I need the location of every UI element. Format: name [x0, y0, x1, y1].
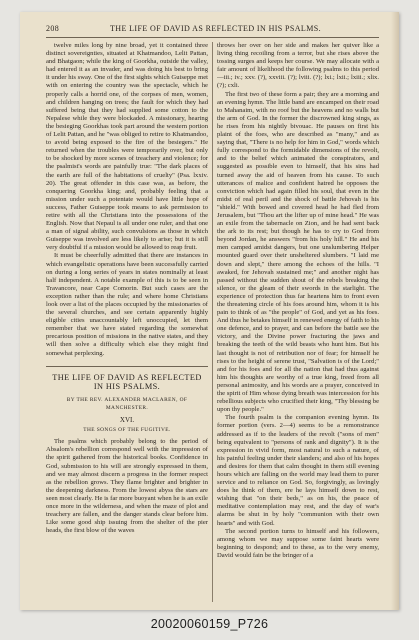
left-column [46, 42, 208, 602]
paragraph: The psalms which probably belong to the period of Absalom's rebellion correspond well with the impression of the spirit gathered from the historical books. Confidence in God, submission to his will are strongly expressed in them, and we may almost discern a progress in the former respect as the rebellion grows. They flame brighter and brighter in the deepening darkness. From the lowest abyss the stars are seen most clearly. He is far more buoyant when he is an exile once more in the wilderness, and when the maze of plot and treachery are fallen, and the danger stands clear before him. Like some good ship issuing from the shelter of the pier heads, the first blow of the waves [46, 438, 208, 535]
article-title: THE LIFE OF DAVID AS REFLECTED IN HIS PSALMS. [52, 372, 202, 392]
article-byline: BY THE REV. ALEXANDER MACLAREN, OF MANCHESTER. [66, 396, 188, 411]
page-header [46, 22, 379, 36]
paragraph: throws her over on her side and makes her quiver like a living thing recoiling from a terror, but she rises above the tossing surges and keeps her course. We may allocate with a fair amount of likelihood the following psalms to this period—iii.; iv.; xxv. (?), xxviii. (?); lviii. (?); lxi.; lxii.; lxiii.; xlix. (?); cxli. [217, 42, 379, 90]
running-title: THE LIFE OF DAVID AS REFLECTED IN HIS PSALMS. [110, 24, 321, 33]
book-page [20, 12, 399, 610]
paragraph: It must be cheerfully admitted that there are instances in which evangelistic operations have been successfully carried on during a long series of years in states nominally at least half independent. A notable example of this is to be seen in Travancore, near Cape Comorin. But such cases are the exception rather than the rule; and where home Christians look over a list of the places occupied by the missionaries of the several churches, and see certain apparently highly eligible cities unaccountably left unoccupied, let them remember that we have stated regarding the somewhat precarious position of missions in the native states, and they will then solve a difficulty which else they might find somewhat perplexing. [46, 252, 208, 357]
header-rule [46, 37, 379, 38]
column-rule [212, 42, 213, 602]
paragraph: The first two of these form a pair; they are a morning and an evening hymn. The little band are encamped on their road to Mahanaim, with no roof but the heavens and no walls but the arm of God. In the former the discrowned king sings, as he rises from his nightly bivouac. He pauses on first his plaint of the foes, who are described as "many," and as saying that, "There is no help for him in God," words which fully correspond to the formidable dimensions of the revolt, and to the belief which animated the conspirators, and suggested as possible even to himself, that his sins had turned away the aid of heaven from his cause. To such utterances of malice and confident hatred he opposes the conviction which had again filled his soul, that even in the midst of real peril and the shock of battle Jehovah is his "shield." With bowed and covered head he had fled from Jerusalem, but "Thou art the lifter up of mine head." He was an exile from the tabernacle on Zion, and he had sent back the ark to its rest; but though he has to cry to God from beyond Jordan, he answers "from his holy hill." He and his men camped amidst dangers, but one unslumbering Helper mounted guard over their unsheltered slumbers. "I laid me down and slept," there among the echoes of the hills. "I awaked, for Jehovah sustained me;" and another night has passed without the sudden shout of the rebels breaking the silence, or the gleam of their swords in the starlight. The experience of protection thus far heartens him to front even the threatening circle of his foes around him, whom it is his pain to think of as "the people" of God, and yet as his foes. And thus he betakes himself in renewed energy of faith to his one defence, and to prayer, and can before the battle see the victory, and the Divine power fracturing the jaws and breaking the teeth of the wild beasts who hunt him. But his last thought is not of retribution nor of fear; for himself he rises to the height of serene trust, "Salvation is of the Lord;" and for his foes and for all the nation that had thus against him his thoughts are worthy of a true king, freed from all personal animosity, and his words are a prayer, conceived in the spirit of Him whose dying breath was intercession for his rebellious subjects who crucified their king, "Thy blessing be upon thy people." [217, 90, 379, 414]
section-title: THE SONGS OF THE FUGITIVE. [83, 427, 171, 434]
section-number: XVI. [119, 416, 135, 425]
paragraph: The fourth psalm is the companion evening hymn. Its former portion (vers. 2—4) seems to be a remonstrance addressed as if to the leaders of the revolt ("sons of men" being equivalent to "persons of rank and dignity"). It is the expression in vivid form, most natural to such a nature, of his painful feeling under their slanders; and also of his hopes and desires for them that calm thought in them still evening hours which are falling on the world may lead them to purer service and to reliance on God. So, forgivingly, as lovingly does he think of them, ere he lays himself down to rest, wishing that "on their beds," as on his, the peace of meditative contemplation may rest, and the day of war's alarms be shut in by holy "communion with their own hearts" and with God. [217, 414, 379, 527]
paragraph: twelve miles long by nine broad, yet it contained three distinct sovereignties, situated at Khatmandoo, Lelit Pattan, and Bhatgaon; while the king of Goorkha, outside the valley, had entered it as an invader, and was doing his best to bring it under his sway. One of the first sights which Guiseppe met with on entering the country was the spectacle, which he properly calls a horrid one, of the corpses of men, women, and children hanging on trees; the fault for which they had suffered being that they had supplied some cotton to the Nepalese while they were blockaded. A missionary, hearing the besieging Goorkhas took part around the western portion of Lelit Pattan, and he "was obliged to retire to Khatmandoo, to avoid being exposed to the fire of the besiegers." He returned when the troubles were temporarily over, but only to be shocked by more scenes of treachery and violence; for the psalmist's words are painfully true: "The dark places of the earth are full of the habitations of cruelty" (Psa. lxxiv. 20). The great offender in this case was, as before, the conquering Goorkha king; and, probably feeling that a mission under such a potentate would have little hope of success, Father Guiseppe took means to ask permission to retire with all the Christians into the possessions of the English. Now that Nepaul is all under one ruler, and that one a man of signal ability, such convulsions as those in which Guiseppe was involved are less likely to arise; but it is still very doubtful if a mission would be allowed to reap fruit. [46, 42, 208, 252]
paragraph: The second portion turns to himself and his followers, among whom we may suppose some faint hearts were beginning to despond; and to these, as to the very enemy, David would fain be the bringer of a [217, 527, 379, 559]
scan-identifier: 20020060159_P726 [150, 617, 269, 631]
article-divider [46, 366, 208, 367]
page-number: 208 [46, 24, 60, 33]
right-column [217, 42, 379, 602]
